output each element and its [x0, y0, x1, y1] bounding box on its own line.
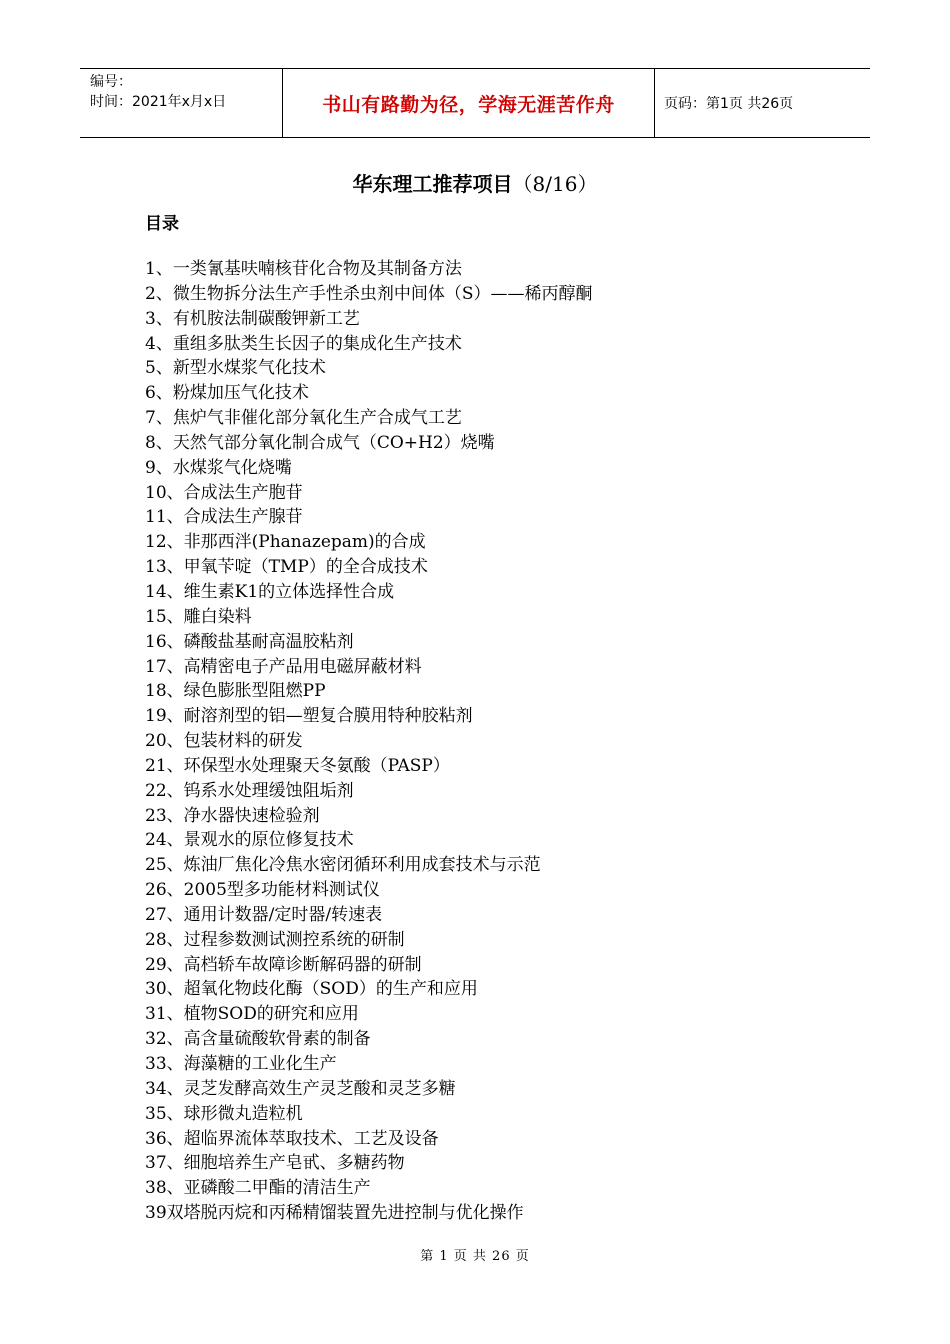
- toc-item: 12、非那西泮(Phanazepam)的合成: [145, 532, 426, 553]
- document-title: [0, 170, 950, 198]
- header-motto: 书山有路勤为径，学海无涯苦作舟: [282, 69, 655, 137]
- toc-item: 13、甲氧苄啶（TMP）的全合成技术: [145, 557, 428, 578]
- toc-item: 39双塔脱丙烷和丙稀精馏装置先进控制与优化操作: [145, 1203, 524, 1224]
- toc-item: 4、重组多肽类生长因子的集成化生产技术: [145, 333, 462, 354]
- toc-item: 15、雕白染料: [145, 606, 252, 627]
- toc-item: 36、超临界流体萃取技术、工艺及设备: [145, 1128, 439, 1149]
- toc-item: 16、磷酸盐基耐高温胶粘剂: [145, 631, 354, 652]
- toc-item: 21、环保型水处理聚天冬氨酸（PASP）: [145, 755, 450, 776]
- toc-item: 7、焦炉气非催化部分氧化生产合成气工艺: [145, 408, 462, 429]
- toc-item: 27、通用计数器/定时器/转速表: [145, 904, 383, 925]
- toc-item: 1、一类氰基呋喃核苷化合物及其制备方法: [145, 259, 462, 279]
- toc-item: 29、高档轿车故障诊断解码器的研制: [145, 954, 422, 975]
- toc-item: 3、有机胺法制碳酸钾新工艺: [145, 308, 360, 329]
- toc-item: 23、净水器快速检验剂: [145, 805, 320, 826]
- number-label: 编号：: [90, 74, 132, 90]
- toc-item: 19、耐溶剂型的铝—塑复合膜用特种胶粘剂: [145, 706, 473, 727]
- toc-item: 9、水煤浆气化烧嘴: [145, 457, 292, 478]
- toc-item: 5、新型水煤浆气化技术: [145, 358, 326, 379]
- toc-item: 28、过程参数测试测控系统的研制: [145, 929, 405, 950]
- title-main: 华东理工推荐项目: [352, 172, 513, 196]
- toc-item: 26、2005型多功能材料测试仪: [145, 880, 380, 901]
- toc-item: 10、合成法生产胞苷: [145, 482, 303, 503]
- toc-item: 6、粉煤加压气化技术: [145, 383, 309, 404]
- toc-item: 34、灵芝发酵高效生产灵芝酸和灵芝多糖: [145, 1078, 456, 1099]
- toc-item: 11、合成法生产腺苷: [145, 507, 303, 528]
- date-label: 时间：2021年x月x日: [90, 94, 227, 110]
- header-meta: [80, 69, 282, 137]
- toc-item: 31、植物SOD的研究和应用: [145, 1004, 359, 1025]
- page-footer: 第 1 页 共 26 页: [420, 1249, 530, 1264]
- toc-item: 24、景观水的原位修复技术: [145, 830, 354, 851]
- toc-item: 37、细胞培养生产皂甙、多糖药物: [145, 1153, 405, 1174]
- toc-item: 20、包装材料的研发: [145, 731, 303, 752]
- toc-item: 18、绿色膨胀型阻燃PP: [145, 681, 326, 702]
- toc-item: 35、球形微丸造粒机: [145, 1103, 303, 1124]
- toc-item: 22、钨系水处理缓蚀阻垢剂: [145, 780, 354, 801]
- toc-item: 32、高含量硫酸软骨素的制备: [145, 1029, 371, 1050]
- toc-item: 30、超氧化物歧化酶（SOD）的生产和应用: [145, 979, 478, 1000]
- toc-item: 17、高精密电子产品用电磁屏蔽材料: [145, 656, 422, 677]
- toc-item: 33、海藻糖的工业化生产: [145, 1054, 337, 1074]
- toc-item: 8、天然气部分氧化制合成气（CO+H2）烧嘴: [145, 432, 495, 453]
- toc-heading: 目录: [145, 214, 179, 234]
- title-suffix: （8/16）: [512, 172, 598, 196]
- page-header: [80, 68, 870, 138]
- toc-item: 25、炼油厂焦化冷焦水密闭循环利用成套技术与示范: [145, 855, 541, 876]
- toc-item: 2、微生物拆分法生产手性杀虫剂中间体（S）——稀丙醇酮: [145, 283, 593, 304]
- header-page-label: 页码：第1页 共26页: [664, 96, 794, 112]
- toc-item: 14、维生素K1的立体选择性合成: [145, 581, 395, 602]
- toc-item: 38、亚磷酸二甲酯的清洁生产: [145, 1178, 371, 1199]
- toc-list: [145, 257, 592, 1226]
